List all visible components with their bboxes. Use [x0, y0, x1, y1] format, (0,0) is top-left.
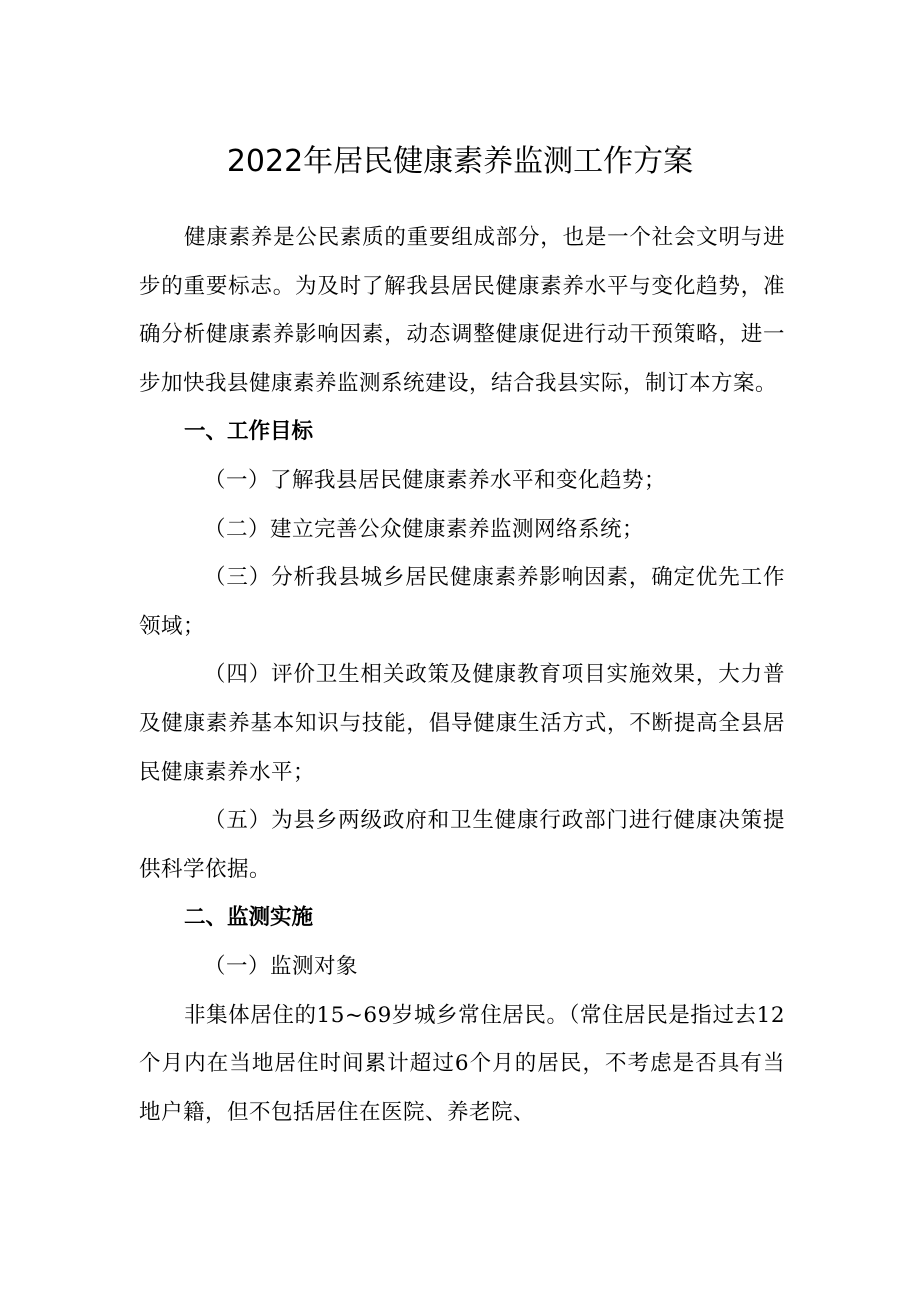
goal-item-2: （二）建立完善公众健康素养监测网络系统；: [204, 516, 645, 542]
intro-paragraph: 健康素养是公民素质的重要组成部分，也是一个社会文明与进步的重要标志。为及时了解我县居民健康素养水平与变化趋势，准确分析健康素养影响因素，动态调整健康促进行动干预策略，进一步加快我县健康素养监测系统建设，结合我县实际，制订本方案。: [139, 225, 785, 396]
section-heading-goals: 一、工作目标: [184, 419, 314, 445]
document-body: [139, 214, 785, 1137]
goal-item-4: （四）评价卫生相关政策及健康教育项目实施效果，大力普及健康素养基本知识与技能，倡导健康生活方式，不断提高全县居民健康素养水平；: [139, 662, 785, 785]
goal-item-3: （三）分析我县城乡居民健康素养影响因素，确定优先工作领域；: [139, 565, 785, 639]
section-heading-implementation: 二、监测实施: [184, 905, 314, 931]
document-title: 2022年居民健康素养监测工作方案: [226, 144, 694, 179]
goal-item-1: （一）了解我县居民健康素养水平和变化趋势；: [204, 467, 667, 493]
subheading-monitoring-target: （一）监测对象: [204, 953, 359, 979]
monitoring-target-paragraph: 非集体居住的15~69岁城乡常住居民。（常住居民是指过去12个月内在当地居住时间累计超过6个月的居民，不考虑是否具有当地户籍，但不包括居住在医院、养老院、: [139, 1002, 785, 1125]
goal-item-5: （五）为县乡两级政府和卫生健康行政部门进行健康决策提供科学依据。: [139, 808, 785, 882]
